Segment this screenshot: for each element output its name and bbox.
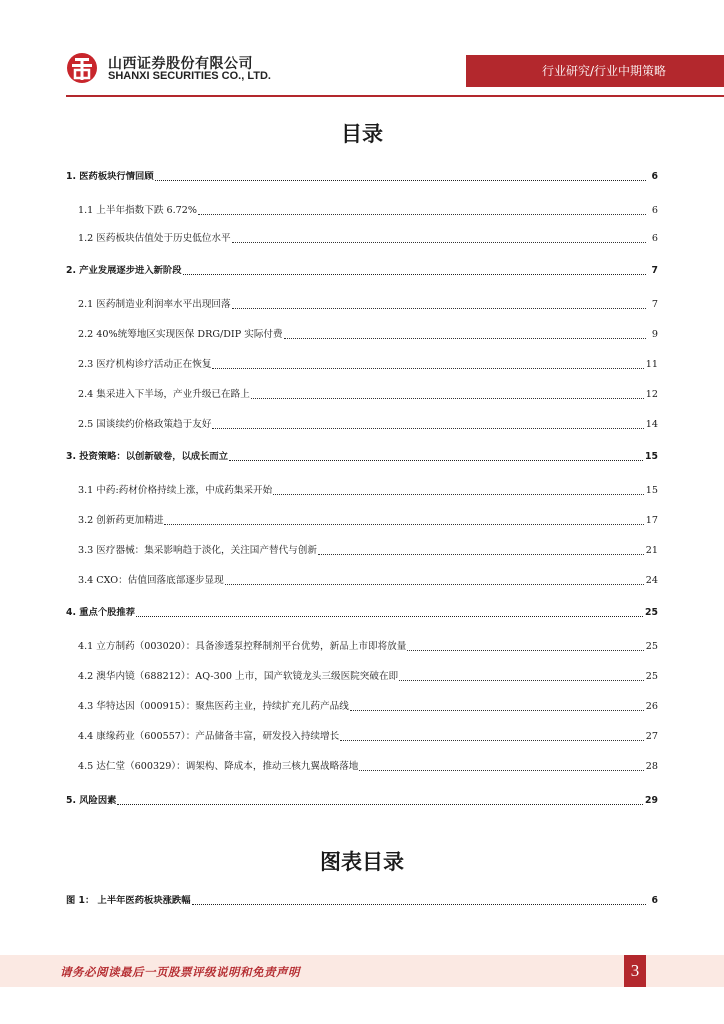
toc-entry-page: 25: [645, 671, 658, 682]
toc-entry-page: 6: [651, 205, 658, 216]
toc-entry[interactable]: [66, 792, 658, 808]
toc-leader-dots: [284, 338, 646, 339]
toc-entry-label: 4.4 康缘药业（600557）：产品储备丰富，研发投入持续增长: [78, 731, 340, 742]
header-divider: [66, 95, 724, 97]
toc-entry-page: 17: [645, 515, 658, 526]
toc-leader-dots: [340, 740, 644, 741]
toc-leader-dots: [359, 770, 643, 771]
toc-entry-page: 29: [645, 795, 658, 806]
toc-entry[interactable]: [66, 698, 658, 714]
toc-entry-label: 1. 医药板块行情回顾: [66, 171, 154, 182]
toc-entry-label: 2. 产业发展逐步进入新阶段: [66, 265, 182, 276]
toc-leader-dots: [136, 616, 643, 617]
toc-entry-page: 26: [645, 701, 658, 712]
toc-leader-dots: [251, 398, 644, 399]
toc-entry-label: 1.1 上半年指数下跌 6.72%: [78, 205, 197, 216]
toc-entry[interactable]: [66, 356, 658, 372]
toc-entry[interactable]: [66, 448, 658, 464]
toc-leader-dots: [407, 650, 643, 651]
toc-entry-page: 6: [651, 895, 658, 906]
toc-leader-dots: [212, 428, 643, 429]
toc-entry-page: 6: [651, 233, 658, 244]
toc-entry[interactable]: [66, 892, 658, 908]
toc-entry-label: 3.3 医疗器械：集采影响趋于淡化，关注国产替代与创新: [78, 545, 317, 556]
toc-entry[interactable]: [66, 758, 658, 774]
toc-entry[interactable]: [66, 668, 658, 684]
page-footer: [0, 955, 724, 987]
toc-entry[interactable]: [66, 728, 658, 744]
toc-entry-label: 2.3 医疗机构诊疗活动正在恢复: [78, 359, 212, 370]
toc-leader-dots: [183, 274, 646, 275]
toc-entry-label: 4.2 澳华内镜（688212）：AQ-300 上市，国产软镜龙头三级医院突破在即: [78, 671, 399, 682]
toc-entry[interactable]: [66, 230, 658, 246]
toc-leader-dots: [212, 368, 643, 369]
toc-entry-label: 3.2 创新药更加精进: [78, 515, 164, 526]
toc-entry[interactable]: [66, 638, 658, 654]
footer-disclaimer: 请务必阅读最后一页股票评级说明和免责声明: [60, 965, 300, 979]
toc-entry-page: 9: [651, 329, 658, 340]
toc-entry-page: 6: [651, 171, 658, 182]
toc-entry-page: 25: [645, 607, 658, 618]
toc-entry-label: 1.2 医药板块估值处于历史低位水平: [78, 233, 231, 244]
toc-entry[interactable]: [66, 296, 658, 312]
toc-entry-label: 5. 风险因素: [66, 795, 117, 806]
toc-entry-label: 4. 重点个股推荐: [66, 607, 136, 618]
toc-entry-label: 4.1 立方制药（003020）：具备渗透泵控释制剂平台优势，新品上市即将放量: [78, 641, 407, 652]
toc-entry[interactable]: [66, 482, 658, 498]
toc-leader-dots: [232, 308, 646, 309]
toc-leader-dots: [229, 460, 643, 461]
toc-leader-dots: [117, 804, 643, 805]
toc-leader-dots: [232, 242, 646, 243]
page-number: 3: [624, 955, 646, 987]
company-name-en: SHANXI SECURITIES CO., LTD.: [108, 70, 271, 82]
page-header: [0, 0, 724, 110]
toc-entry[interactable]: [66, 416, 658, 432]
toc-entry-label: 2.2 40%统筹地区实现医保 DRG/DIP 实际付费: [78, 329, 283, 340]
toc-leader-dots: [399, 680, 644, 681]
toc-entry[interactable]: [66, 168, 658, 184]
toc-entry-page: 11: [645, 359, 658, 370]
toc-entry[interactable]: [66, 386, 658, 402]
toc-title: 目录: [341, 122, 383, 146]
toc-leader-dots: [350, 710, 644, 711]
shanxi-securities-logo-icon: [66, 52, 98, 84]
figures-title: 图表目录: [320, 850, 404, 874]
toc-entry-page: 7: [651, 265, 658, 276]
toc-entry-page: 14: [645, 419, 658, 430]
toc-entry[interactable]: [66, 604, 658, 620]
toc-entry-label: 3.4 CXO：估值回落底部逐步显现: [78, 575, 224, 586]
toc-entry-page: 7: [651, 299, 658, 310]
toc-entry-page: 24: [645, 575, 658, 586]
toc-entry-label: 3.1 中药:药材价格持续上涨，中成药集采开始: [78, 485, 273, 496]
toc-entry-label: 4.3 华特达因（000915）：聚焦医药主业，持续扩充儿药产品线: [78, 701, 349, 712]
toc-entry[interactable]: [66, 512, 658, 528]
toc-leader-dots: [164, 524, 643, 525]
toc-leader-dots: [198, 214, 646, 215]
toc-entry-page: 21: [645, 545, 658, 556]
toc-entry[interactable]: [66, 542, 658, 558]
toc-leader-dots: [225, 584, 644, 585]
toc-entry-label: 4.5 达仁堂（600329）：调架构、降成本，推动三核九翼战略落地: [78, 761, 359, 772]
toc-entry-page: 15: [645, 451, 658, 462]
toc-entry-page: 27: [645, 731, 658, 742]
toc-entry-label: 2.1 医药制造业利润率水平出现回落: [78, 299, 231, 310]
toc-entry-label: 2.4 集采进入下半场，产业升级已在路上: [78, 389, 250, 400]
toc-entry[interactable]: [66, 202, 658, 218]
toc-entry[interactable]: [66, 572, 658, 588]
toc-entry[interactable]: [66, 262, 658, 278]
toc-entry-page: 15: [645, 485, 658, 496]
toc-leader-dots: [155, 180, 646, 181]
toc-leader-dots: [318, 554, 644, 555]
toc-entry-page: 28: [645, 761, 658, 772]
toc-entry[interactable]: [66, 326, 658, 342]
report-type: 行业研究/行业中期策略: [541, 64, 666, 78]
toc-leader-dots: [273, 494, 644, 495]
toc-entry-label: 图 1： 上半年医药板块涨跌幅: [66, 895, 191, 906]
toc-entry-label: 2.5 国谈续约价格政策趋于友好: [78, 419, 212, 430]
toc-leader-dots: [192, 904, 646, 905]
toc-entry-page: 25: [645, 641, 658, 652]
company-name-cn: 山西证券股份有限公司: [108, 56, 253, 72]
toc-entry-label: 3. 投资策略：以创新破卷，以成长而立: [66, 451, 228, 462]
report-type-band: [466, 55, 724, 87]
toc-entry-page: 12: [645, 389, 658, 400]
